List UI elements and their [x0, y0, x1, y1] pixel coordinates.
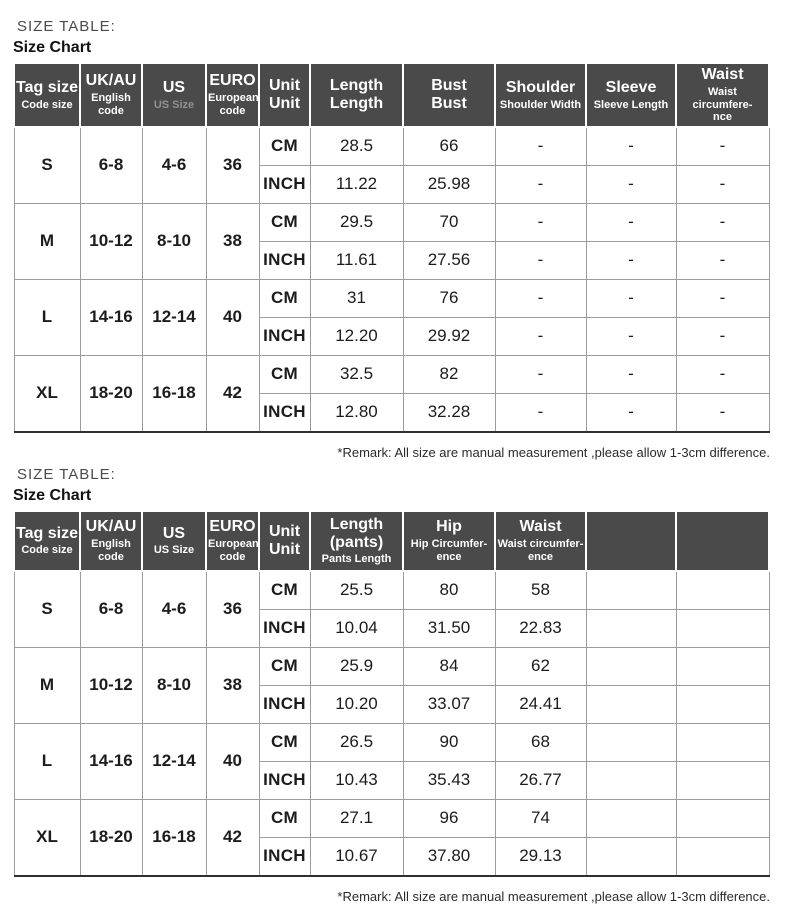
shoulder-value-cell: -: [495, 203, 586, 241]
shoulder-value-cell: -: [495, 355, 586, 393]
tag-size-cell: XL: [14, 355, 80, 432]
hip-value-cell: 37.80: [403, 837, 495, 876]
empty-1-value-cell: [586, 761, 676, 799]
waist-value-cell: 22.83: [495, 609, 586, 647]
waist-value-cell: -: [676, 127, 769, 166]
length-value-cell: 29.5: [310, 203, 403, 241]
hip-value-cell: 33.07: [403, 685, 495, 723]
uk-au-cell: 6-8: [80, 571, 142, 648]
tag-size-cell: M: [14, 203, 80, 279]
section-eyebrow: SIZE TABLE:: [17, 465, 116, 483]
bust-value-cell: 32.28: [403, 393, 495, 432]
empty-1-value-cell: [586, 723, 676, 761]
length-pants-value-cell: 27.1: [310, 799, 403, 837]
hip-value-cell: 96: [403, 799, 495, 837]
empty-2-value-cell: [676, 723, 769, 761]
euro-cell: 36: [206, 127, 259, 204]
column-header-tag-size: Tag size Code size: [14, 63, 80, 127]
tag-size-cell: L: [14, 723, 80, 799]
shoulder-value-cell: -: [495, 279, 586, 317]
column-header-unit: Unit Unit: [259, 63, 310, 127]
us-cell: 4-6: [142, 571, 206, 648]
hip-value-cell: 31.50: [403, 609, 495, 647]
remark-note: *Remark: All size are manual measurement ,please allow 1-3cm difference.: [337, 888, 770, 904]
length-pants-value-cell: 25.9: [310, 647, 403, 685]
euro-cell: 38: [206, 647, 259, 723]
waist-value-cell: 26.77: [495, 761, 586, 799]
shoulder-value-cell: -: [495, 127, 586, 166]
empty-1-value-cell: [586, 799, 676, 837]
empty-2-value-cell: [676, 685, 769, 723]
waist-value-cell: -: [676, 393, 769, 432]
length-pants-value-cell: 10.20: [310, 685, 403, 723]
bust-value-cell: 70: [403, 203, 495, 241]
empty-2-value-cell: [676, 647, 769, 685]
waist-value-cell: -: [676, 165, 769, 203]
bust-value-cell: 25.98: [403, 165, 495, 203]
table-row: [14, 203, 769, 241]
length-value-cell: 12.80: [310, 393, 403, 432]
column-header-sleeve: Sleeve Sleeve Length: [586, 63, 676, 127]
tag-size-cell: S: [14, 571, 80, 648]
sleeve-value-cell: -: [586, 355, 676, 393]
tag-size-cell: XL: [14, 799, 80, 876]
unit-label-cell: INCH: [259, 609, 310, 647]
column-header-empty-2: [676, 511, 769, 571]
table-row: [14, 647, 769, 685]
unit-label-cell: CM: [259, 279, 310, 317]
column-header-waist: Waist Waist circumfere- nce: [676, 63, 769, 127]
waist-value-cell: 68: [495, 723, 586, 761]
column-header-us: US US Size: [142, 63, 206, 127]
us-cell: 16-18: [142, 355, 206, 432]
column-header-empty-1: [586, 511, 676, 571]
table-row: [14, 279, 769, 317]
sleeve-value-cell: -: [586, 165, 676, 203]
unit-label-cell: INCH: [259, 317, 310, 355]
shoulder-value-cell: -: [495, 317, 586, 355]
column-header-shoulder: Shoulder Shoulder Width: [495, 63, 586, 127]
length-pants-value-cell: 10.04: [310, 609, 403, 647]
section-eyebrow: SIZE TABLE:: [17, 18, 116, 35]
length-value-cell: 28.5: [310, 127, 403, 166]
empty-1-value-cell: [586, 571, 676, 610]
unit-label-cell: CM: [259, 203, 310, 241]
empty-1-value-cell: [586, 647, 676, 685]
tag-size-cell: M: [14, 647, 80, 723]
table-row: [14, 355, 769, 393]
empty-1-value-cell: [586, 685, 676, 723]
unit-label-cell: CM: [259, 571, 310, 610]
table-row: [14, 799, 769, 837]
sleeve-value-cell: -: [586, 317, 676, 355]
waist-value-cell: 62: [495, 647, 586, 685]
empty-2-value-cell: [676, 609, 769, 647]
uk-au-cell: 18-20: [80, 799, 142, 876]
us-cell: 8-10: [142, 203, 206, 279]
sleeve-value-cell: -: [586, 203, 676, 241]
sleeve-value-cell: -: [586, 127, 676, 166]
us-cell: 8-10: [142, 647, 206, 723]
tag-size-cell: L: [14, 279, 80, 355]
waist-value-cell: 58: [495, 571, 586, 610]
column-header-unit: Unit Unit: [259, 511, 310, 571]
table-row: [14, 127, 769, 166]
sleeve-value-cell: -: [586, 241, 676, 279]
waist-value-cell: -: [676, 317, 769, 355]
unit-label-cell: INCH: [259, 685, 310, 723]
uk-au-cell: 14-16: [80, 279, 142, 355]
uk-au-cell: 6-8: [80, 127, 142, 204]
column-header-length-pants: Length (pants) Pants Length: [310, 511, 403, 571]
us-cell: 16-18: [142, 799, 206, 876]
length-value-cell: 31: [310, 279, 403, 317]
size-table-tops: [13, 62, 770, 433]
length-value-cell: 11.61: [310, 241, 403, 279]
unit-label-cell: INCH: [259, 241, 310, 279]
empty-2-value-cell: [676, 799, 769, 837]
column-header-bust: Bust Bust: [403, 63, 495, 127]
column-header-tag-size: Tag size Code size: [14, 511, 80, 571]
hip-value-cell: 84: [403, 647, 495, 685]
column-header-uk-au: UK/AU English code: [80, 511, 142, 571]
waist-value-cell: 74: [495, 799, 586, 837]
empty-1-value-cell: [586, 837, 676, 876]
hip-value-cell: 90: [403, 723, 495, 761]
size-table-pants: [13, 510, 770, 877]
header-row: [14, 511, 769, 571]
sleeve-value-cell: -: [586, 279, 676, 317]
bust-value-cell: 76: [403, 279, 495, 317]
section-title: Size Chart: [13, 39, 92, 56]
column-header-euro: EURO European code: [206, 63, 259, 127]
us-cell: 12-14: [142, 279, 206, 355]
size-table-section-top: [13, 18, 790, 460]
empty-2-value-cell: [676, 837, 769, 876]
unit-label-cell: CM: [259, 799, 310, 837]
sleeve-value-cell: -: [586, 393, 676, 432]
length-pants-value-cell: 25.5: [310, 571, 403, 610]
empty-1-value-cell: [586, 609, 676, 647]
length-pants-value-cell: 10.67: [310, 837, 403, 876]
uk-au-cell: 18-20: [80, 355, 142, 432]
bust-value-cell: 29.92: [403, 317, 495, 355]
length-value-cell: 12.20: [310, 317, 403, 355]
euro-cell: 42: [206, 355, 259, 432]
bust-value-cell: 66: [403, 127, 495, 166]
section-title: Size Chart: [13, 486, 92, 504]
remark-note: *Remark: All size are manual measurement ,please allow 1-3cm difference.: [337, 444, 770, 460]
unit-label-cell: CM: [259, 355, 310, 393]
unit-label-cell: INCH: [259, 165, 310, 203]
unit-label-cell: CM: [259, 127, 310, 166]
hip-value-cell: 80: [403, 571, 495, 610]
waist-value-cell: -: [676, 279, 769, 317]
length-value-cell: 11.22: [310, 165, 403, 203]
table-row: [14, 723, 769, 761]
length-value-cell: 32.5: [310, 355, 403, 393]
waist-value-cell: -: [676, 355, 769, 393]
waist-value-cell: 24.41: [495, 685, 586, 723]
length-pants-value-cell: 26.5: [310, 723, 403, 761]
us-cell: 12-14: [142, 723, 206, 799]
shoulder-value-cell: -: [495, 241, 586, 279]
table-row: [14, 571, 769, 610]
euro-cell: 36: [206, 571, 259, 648]
shoulder-value-cell: -: [495, 165, 586, 203]
uk-au-cell: 14-16: [80, 723, 142, 799]
unit-label-cell: INCH: [259, 761, 310, 799]
length-pants-value-cell: 10.43: [310, 761, 403, 799]
us-cell: 4-6: [142, 127, 206, 204]
uk-au-cell: 10-12: [80, 647, 142, 723]
column-header-euro: EURO European code: [206, 511, 259, 571]
column-header-hip: Hip Hip Circumfer- ence: [403, 511, 495, 571]
shoulder-value-cell: -: [495, 393, 586, 432]
header-row: [14, 63, 769, 127]
unit-label-cell: CM: [259, 723, 310, 761]
unit-label-cell: INCH: [259, 393, 310, 432]
column-header-length: Length Length: [310, 63, 403, 127]
column-header-waist: Waist Waist circumfer- ence: [495, 511, 586, 571]
waist-value-cell: -: [676, 241, 769, 279]
size-table-section-pants: [13, 466, 790, 904]
euro-cell: 40: [206, 723, 259, 799]
euro-cell: 38: [206, 203, 259, 279]
column-header-uk-au: UK/AU English code: [80, 63, 142, 127]
bust-value-cell: 82: [403, 355, 495, 393]
empty-2-value-cell: [676, 761, 769, 799]
empty-2-value-cell: [676, 571, 769, 610]
hip-value-cell: 35.43: [403, 761, 495, 799]
unit-label-cell: CM: [259, 647, 310, 685]
bust-value-cell: 27.56: [403, 241, 495, 279]
euro-cell: 42: [206, 799, 259, 876]
waist-value-cell: -: [676, 203, 769, 241]
euro-cell: 40: [206, 279, 259, 355]
uk-au-cell: 10-12: [80, 203, 142, 279]
unit-label-cell: INCH: [259, 837, 310, 876]
tag-size-cell: S: [14, 127, 80, 204]
waist-value-cell: 29.13: [495, 837, 586, 876]
column-header-us: US US Size: [142, 511, 206, 571]
